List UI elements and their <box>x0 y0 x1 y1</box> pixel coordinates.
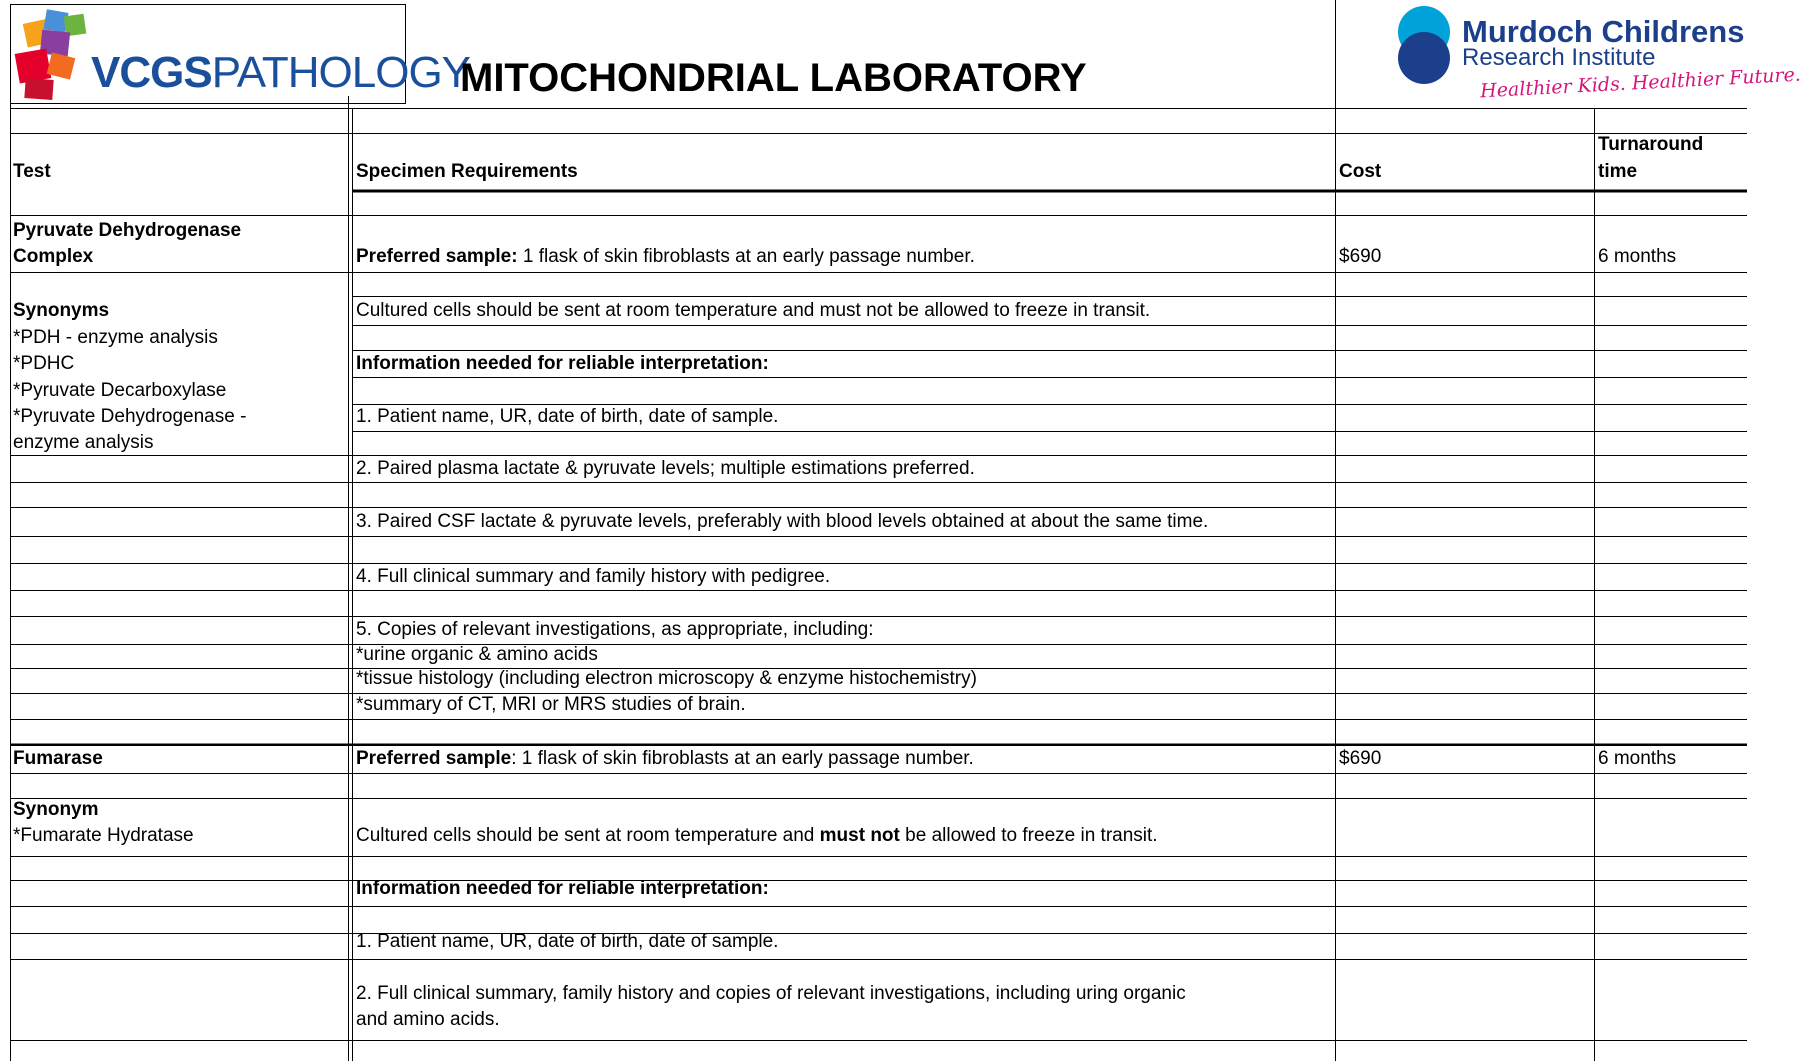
page-title: MITOCHONDRIAL LABORATORY <box>460 56 1087 100</box>
fumarase-info-item-continued: and amino acids. <box>356 1009 500 1030</box>
fumarase-info-item: 1. Patient name, UR, date of birth, date of sample. <box>356 931 779 952</box>
test-name-pdh-line2: Complex <box>13 246 94 267</box>
column-header-test: Test <box>13 161 51 182</box>
pdh-cost: $690 <box>1339 246 1382 267</box>
pdh-synonym: *Pyruvate Decarboxylase <box>13 380 227 401</box>
fumarase-transport-note: Cultured cells should be sent at room temperature and must not be allowed to freeze in transit. <box>356 825 1158 846</box>
test-name-fumarase: Fumarase <box>13 748 103 769</box>
fumarase-preferred-sample: Preferred sample: 1 flask of skin fibroblasts at an early passage number. <box>356 748 974 769</box>
pdh-info-item: 3. Paired CSF lactate & pyruvate levels, preferably with blood levels obtained at about the same time. <box>356 511 1209 532</box>
pdh-preferred-sample: Preferred sample: 1 flask of skin fibroblasts at an early passage number. <box>356 246 975 267</box>
vcgs-wordmark: VCGSPATHOLOGY <box>91 48 471 97</box>
mcri-logo: Murdoch Childrens Research Institute <box>1462 14 1745 71</box>
pdh-info-item: 5. Copies of relevant investigations, as appropriate, including: <box>356 619 874 640</box>
column-header-cost: Cost <box>1339 161 1382 182</box>
pdh-info-subitem: *summary of CT, MRI or MRS studies of brain. <box>356 694 746 715</box>
pdh-transport-note: Cultured cells should be sent at room temperature and must not be allowed to freeze in transit. <box>356 300 1151 321</box>
vcgs-pathology-logo <box>10 4 471 104</box>
pdh-info-item: 2. Paired plasma lactate & pyruvate levels; multiple estimations preferred. <box>356 458 975 479</box>
pdh-turnaround: 6 months <box>1598 246 1677 267</box>
fumarase-synonym: *Fumarate Hydratase <box>13 825 194 846</box>
document-header <box>0 0 1801 108</box>
column-header-specimen: Specimen Requirements <box>356 161 578 182</box>
column-header-turnaround: Turnaround <box>1598 134 1704 155</box>
fumarase-cost: $690 <box>1339 748 1382 769</box>
mcri-logo-icon <box>1392 6 1456 86</box>
puzzle-pieces-icon <box>11 5 91 103</box>
pdh-synonyms-label: Synonyms <box>13 300 110 321</box>
fumarase-turnaround: 6 months <box>1598 748 1677 769</box>
fumarase-info-item: 2. Full clinical summary, family history and copies of relevant investigations, including uring organic <box>356 983 1186 1004</box>
pdh-info-item: 1. Patient name, UR, date of birth, date of sample. <box>356 406 779 427</box>
pdh-synonym: *Pyruvate Dehydrogenase - <box>13 406 247 427</box>
mcri-tagline: Healthier Kids. Healthier Future. <box>1479 63 1801 103</box>
pdh-info-heading: Information needed for reliable interpretation: <box>356 353 769 374</box>
fumarase-synonym-label: Synonym <box>13 799 99 820</box>
column-header-turnaround-time: time <box>1598 161 1638 182</box>
fumarase-info-heading: Information needed for reliable interpretation: <box>356 878 769 899</box>
pdh-info-subitem: *tissue histology (including electron microscopy & enzyme histochemistry) <box>356 668 977 689</box>
pdh-info-item: 4. Full clinical summary and family history with pedigree. <box>356 566 831 587</box>
pdh-synonym: enzyme analysis <box>13 432 154 453</box>
pdh-info-subitem: *urine organic & amino acids <box>356 644 598 665</box>
pdh-synonym: *PDHC <box>13 353 75 374</box>
pdh-synonym: *PDH - enzyme analysis <box>13 327 218 348</box>
test-name-pdh-line1: Pyruvate Dehydrogenase <box>13 220 242 241</box>
